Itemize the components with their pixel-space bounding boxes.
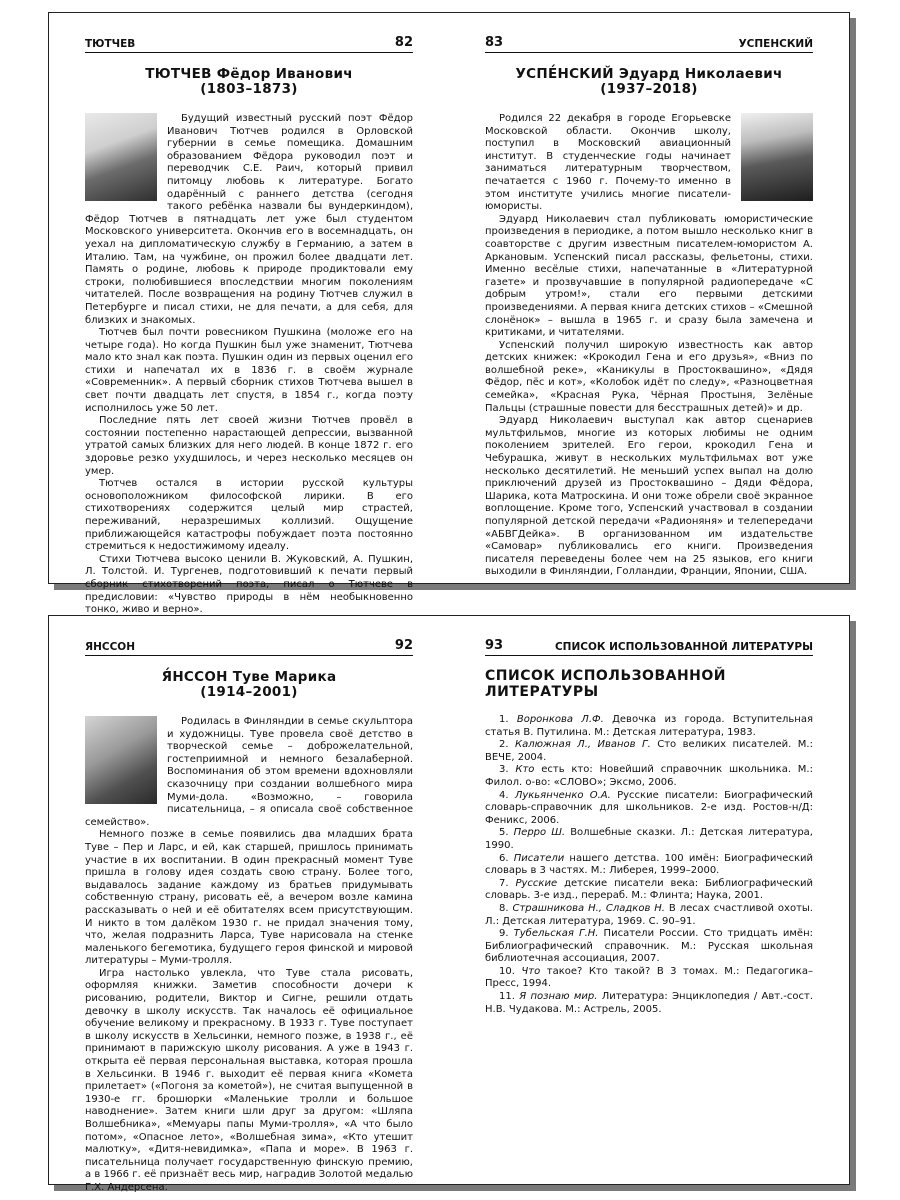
article-dates: (1803–1873) — [200, 81, 298, 97]
reference-number: 5. — [499, 827, 514, 839]
reference-entry — [485, 739, 813, 764]
running-head — [485, 35, 813, 53]
author-portrait — [741, 113, 813, 201]
reference-details: Писатели России. Сто тридцать имён: Библиографический справочник. М.: Русская школьная библиотечная ассоциация, 2007. — [485, 928, 813, 965]
reference-number: 4. — [499, 789, 515, 801]
article-name: Я́НССОН Туве Марика — [161, 669, 337, 685]
article-name: ТЮТЧЕВ Фёдор Иванович — [145, 66, 353, 82]
reference-entry — [485, 966, 813, 991]
paragraph: Стихи Тютчева высоко ценили В. Жуковский, А. Пушкин, Л. Толстой. И. Тургенев, подготовивший к печати первый сборник стихотворений поэта, писал о Тютчеве в предисловии: «Чувство природы в нём необыкновенно тонко, живо и верно». — [85, 553, 413, 616]
paragraph: Родилась в Финляндии в семье скульптора и художницы. Туве провела своё детство в творческой семье – доброжелательной, гостеприимной и немного безалаберной. Воспоминания об этом времени вдохновляли сказочницу при создании волшебного мира Муми-дола. «Возможно, – говорила писательница, – я описала своё собственное семейство». — [85, 716, 413, 828]
reference-author: Страшникова Н., Сладков Н. — [512, 902, 665, 914]
reference-entry — [485, 714, 813, 739]
reference-author: Русские — [515, 877, 558, 889]
reference-entry — [485, 827, 813, 852]
page-93 — [449, 616, 849, 1184]
reference-entry — [485, 853, 813, 878]
reference-author: Перро Ш. — [513, 827, 566, 839]
page-92 — [49, 616, 449, 1193]
bibliography-list — [485, 714, 813, 1016]
article-dates: (1914–2001) — [200, 684, 298, 700]
reference-number: 6. — [499, 852, 514, 864]
reference-details: нашего детства. 100 имён: Биографический словарь в 3 частях. М.: Либерея, 1999–2000. — [485, 852, 813, 877]
running-head-title: УСПЕНСКИЙ — [738, 38, 813, 50]
reference-details: Сто великих писателей. М.: ВЕЧЕ, 2004. — [485, 739, 813, 763]
paragraph: Тютчев остался в истории русской культуры основоположником философской лирики. В его стихотворениях содержится целый мир страстей, переживаний, неразрешимых коллизий. Ощущение приближающейся катастрофы побуждает поэта постоянно стремиться к недостижимому идеалу. — [85, 478, 413, 553]
paragraph: Игра настолько увлекла, что Туве стала рисовать, оформляя книжки. Заметив способности дочери к рисованию, родители, Виктор и Сигне, решили отдать девочку в школу искусств. Так началось её официальное обучение великому и прекрасному. В 1933 г. Туве поступает в школу искусств в Хельсинки, немного позже, в 1938 г., её принимают в парижскую школу рисования. А уже в 1943 г. открыта её первая персональная выставка, которая прошла в Хельсинки. В 1946 г. выходит её первая книга «Комета прилетает» («Погоня за кометой»), не считая выпущенной в 1930-е гг. брошюрки «Маленькие тролли и большое наводнение». Затем книги шли друг за другом: «Шляпа Волшебника», «Мемуары папы Муми-тролля», «А что было потом», «Опасное лето», «Волшебная зима», «Кто утешит малютку», «Дитя-невидимка», «Папа и море». В 1963 г. писательница получает государственную финскую премию, а в 1966 г. её признаёт весь мир, наградив Золотой медалью Г.Х. Андерсена. — [85, 967, 413, 1193]
paragraph: Тютчев был почти ровесником Пушкина (моложе его на четыре года). Но когда Пушкин был уже знаменит, Тютчева мало кто знал как поэта. Пушкин один из первых оценил его стихи и напечатал их в 1836 г. в своём журнале «Современник». А первый сборник стихов Тютчева вышел в свет почти двадцать лет спустя, в 1854 г., когда поэту исполнилось уже 50 лет. — [85, 327, 413, 414]
reference-number: 8. — [499, 902, 513, 914]
reference-author: Калюжная Л., Иванов Г. — [515, 739, 651, 751]
reference-entry — [485, 903, 813, 928]
page-number: 93 — [485, 638, 504, 653]
running-head — [85, 35, 413, 53]
paragraph: Последние пять лет своей жизни Тютчев провёл в состоянии постепенно нарастающей депрессии, вызванной утратой самых близких для него людей. В конце 1872 г. его здоровье резко ухудшилось, и через несколько месяцев он умер. — [85, 415, 413, 477]
paragraph: Родился 22 декабря в городе Егорьевске Московской области. Окончив школу, поступил в Московский авиационный институт. В студенческие годы начинает заниматься литературным творчеством, печатается с 1960 г. Почему-то именно в этом институте учились многие писатели-юмористы. — [485, 113, 731, 213]
reference-number: 9. — [499, 928, 514, 940]
article-dates: (1937–2018) — [600, 81, 698, 97]
reference-details: Девочка из города. Вступительная статья В. Путилина. М.: Детская литература, 1983. — [485, 714, 813, 738]
reference-author: Воронкова Л.Ф. — [516, 714, 604, 725]
article-title — [85, 670, 413, 700]
reference-entry — [485, 878, 813, 903]
reference-entry — [485, 790, 813, 828]
reference-entry — [485, 764, 813, 789]
reference-number: 10. — [499, 965, 522, 977]
page-82 — [49, 13, 449, 616]
paragraph: Будущий известный русский поэт Фёдор Иванович Тютчев родился в Орловской губернии в семье помещика. Домашним образованием Фёдора руководил поэт и переводчик С.Е. Раич, который привил питомцу любовь к литературе. Богато одарённый с раннего детства (сегодня такого ребёнка назвали бы вундеркиндом), Фёдор Тютчев в пятнадцать лет уже был студентом Московского университета. Окончив его в восемнадцать, он уехал на дипломатическую службу в Германию, а затем в Италию. Там, на чужбине, он прожил более двадцати лет. Память о родине, любовь к природе продиктовали ему строки, полюбившиеся впоследствии многим поколениям читателей. После возвращения на родину Тютчев служил в Петербурге и писал стихи, не для печати, а для себя, для близких и знакомых. — [85, 113, 413, 326]
reference-details: Литература: Энциклопедия / Авт.-сост. Н.В. Чудакова. М.: Астрель, 2005. — [485, 991, 814, 1015]
reference-entry — [485, 928, 813, 966]
reference-details: Русские писатели: Биографический словарь-справочник для школьников. 2-е изд. Ростов-н/Д: Феникс, 2006. — [485, 789, 813, 826]
reference-author: Лукьянченко О.А. — [514, 789, 611, 801]
reference-number: 11. — [499, 991, 520, 1003]
paragraph: Успенский получил широкую известность как автор детских книжек: «Крокодил Гена и его друзья», «Вниз по волшебной реке», «Каникулы в Простоквашино», «Дядя Фёдор, пёс и кот», «Колобок идёт по следу», «Разноцветная семейка», «Красная Рука, Чёрная Простыня, Зелёные Пальцы (страшные повести для бесстрашных детей)» и др. — [485, 339, 813, 414]
reference-details: такое? Кто такой? В 3 томах. М.: Педагогика–Пресс, 1994. — [485, 965, 813, 990]
reference-author: Тубельская Г.Н. — [513, 928, 599, 940]
article-title — [485, 67, 813, 97]
paragraph: Эдуард Николаевич стал публиковать юмористические произведения в периодике, а потом вышло несколько книг в соавторстве с другим известным писателем-юмористом А. Аркановым. Успенский писал рассказы, фельетоны, стихи. Именно весёлые стихи, напечатанные в «Литературной газете» и прозвучавшие в популярной радиопередаче «С добрым утром!», стали его первыми детскими произведениями. А первая книга детских стихов – «Смешной слонёнок» – вышла в 1965 г. и сразу была замечена и критиками, и читателями. — [485, 213, 813, 339]
paragraph: Немного позже в семье появились два младших брата Туве – Пер и Ларс, и ей, как старшей, пришлось принимать участие в их воспитании. В один прекрасный момент Туве пришла в голову идея создать свою страну. Более того, выдавалось задание каждому из братьев придумывать собственную страну, рисовать её, а вечером возле камина рассказывать о ней и её обитателях всем присутствующим. И никто в том далёком 1930 г. не придал значения тому, что, желая подразнить Ларса, Туве нарисовала на стенке маленького бегемотика, будущего героя финской и мировой литературы – Муми-тролля. — [85, 829, 413, 967]
running-head-title: ЯНССОН — [85, 641, 135, 653]
reference-author: Что — [521, 965, 541, 977]
author-portrait — [85, 716, 157, 804]
page-number: 82 — [394, 35, 413, 50]
article-name: УСПЕ́НСКИЙ Эдуард Николаевич — [515, 66, 783, 82]
paragraph: Эдуард Николаевич выступал как автор сценариев мультфильмов, многие из которых любимы не одним поколением зрителей. Его герои, крокодил Гена и Чебурашка, живут в нескольких мультфильмах вот уже несколько десятилетий. Не меньший успех выпал на долю приключений друзей из Простоквашино – Дяди Фёдора, Шарика, кота Матроскина. И они тоже обрели своё экранное воплощение. Кроме того, Успенский участвовал в создании популярной детской передачи «Радионяня» и телепередачи «АБВГДейка». В организованном им издательстве «Самовар» публиковались его книги. Произведения писателя переведены более чем на 25 языков, его книги выходили в Финляндии, Голландии, Франции, Японии, США. — [485, 415, 813, 578]
running-head-title: ТЮТЧЕВ — [85, 38, 136, 50]
article-body — [485, 113, 813, 579]
reference-author: Писатели — [513, 852, 565, 864]
reference-details: В лесах счастливой охоты. Л.: Детская литература, 1969. С. 90–91. — [485, 902, 813, 927]
running-head — [85, 638, 413, 656]
reference-number: 2. — [499, 739, 515, 751]
page-number: 83 — [485, 35, 504, 50]
reference-number: 7. — [499, 877, 516, 889]
book-spread-2 — [48, 615, 850, 1193]
running-head-title: СПИСОК ИСПОЛЬЗОВАННОЙ ЛИТЕРАТУРЫ — [554, 641, 813, 653]
reference-details: есть кто: Новейший справочник школьника. М.: Филол. о-во: «СЛОВО»; Эксмо, 2006. — [485, 764, 813, 788]
article-body — [85, 716, 413, 1195]
reference-number: 1. — [499, 714, 517, 725]
article-title — [85, 67, 413, 97]
reference-number: 3. — [499, 764, 516, 776]
book-spread-1 — [48, 12, 850, 616]
bibliography-title: СПИСОК ИСПОЛЬЗОВАННОЙ ЛИТЕРАТУРЫ — [485, 668, 727, 700]
author-portrait — [85, 113, 157, 201]
running-head — [485, 638, 813, 656]
page-number: 92 — [394, 638, 413, 653]
reference-author: Я познаю мир. — [519, 991, 598, 1003]
reference-entry — [485, 991, 813, 1016]
article-body — [85, 113, 413, 617]
reference-details: Волшебные сказки. Л.: Детская литература, 1990. — [485, 827, 813, 851]
reference-details: детские писатели века: Библиографический словарь. 3-е изд., перераб. М.: Флинта; Наука, 2001. — [485, 877, 813, 902]
page-83 — [449, 13, 849, 583]
reference-author: Кто — [515, 764, 535, 776]
